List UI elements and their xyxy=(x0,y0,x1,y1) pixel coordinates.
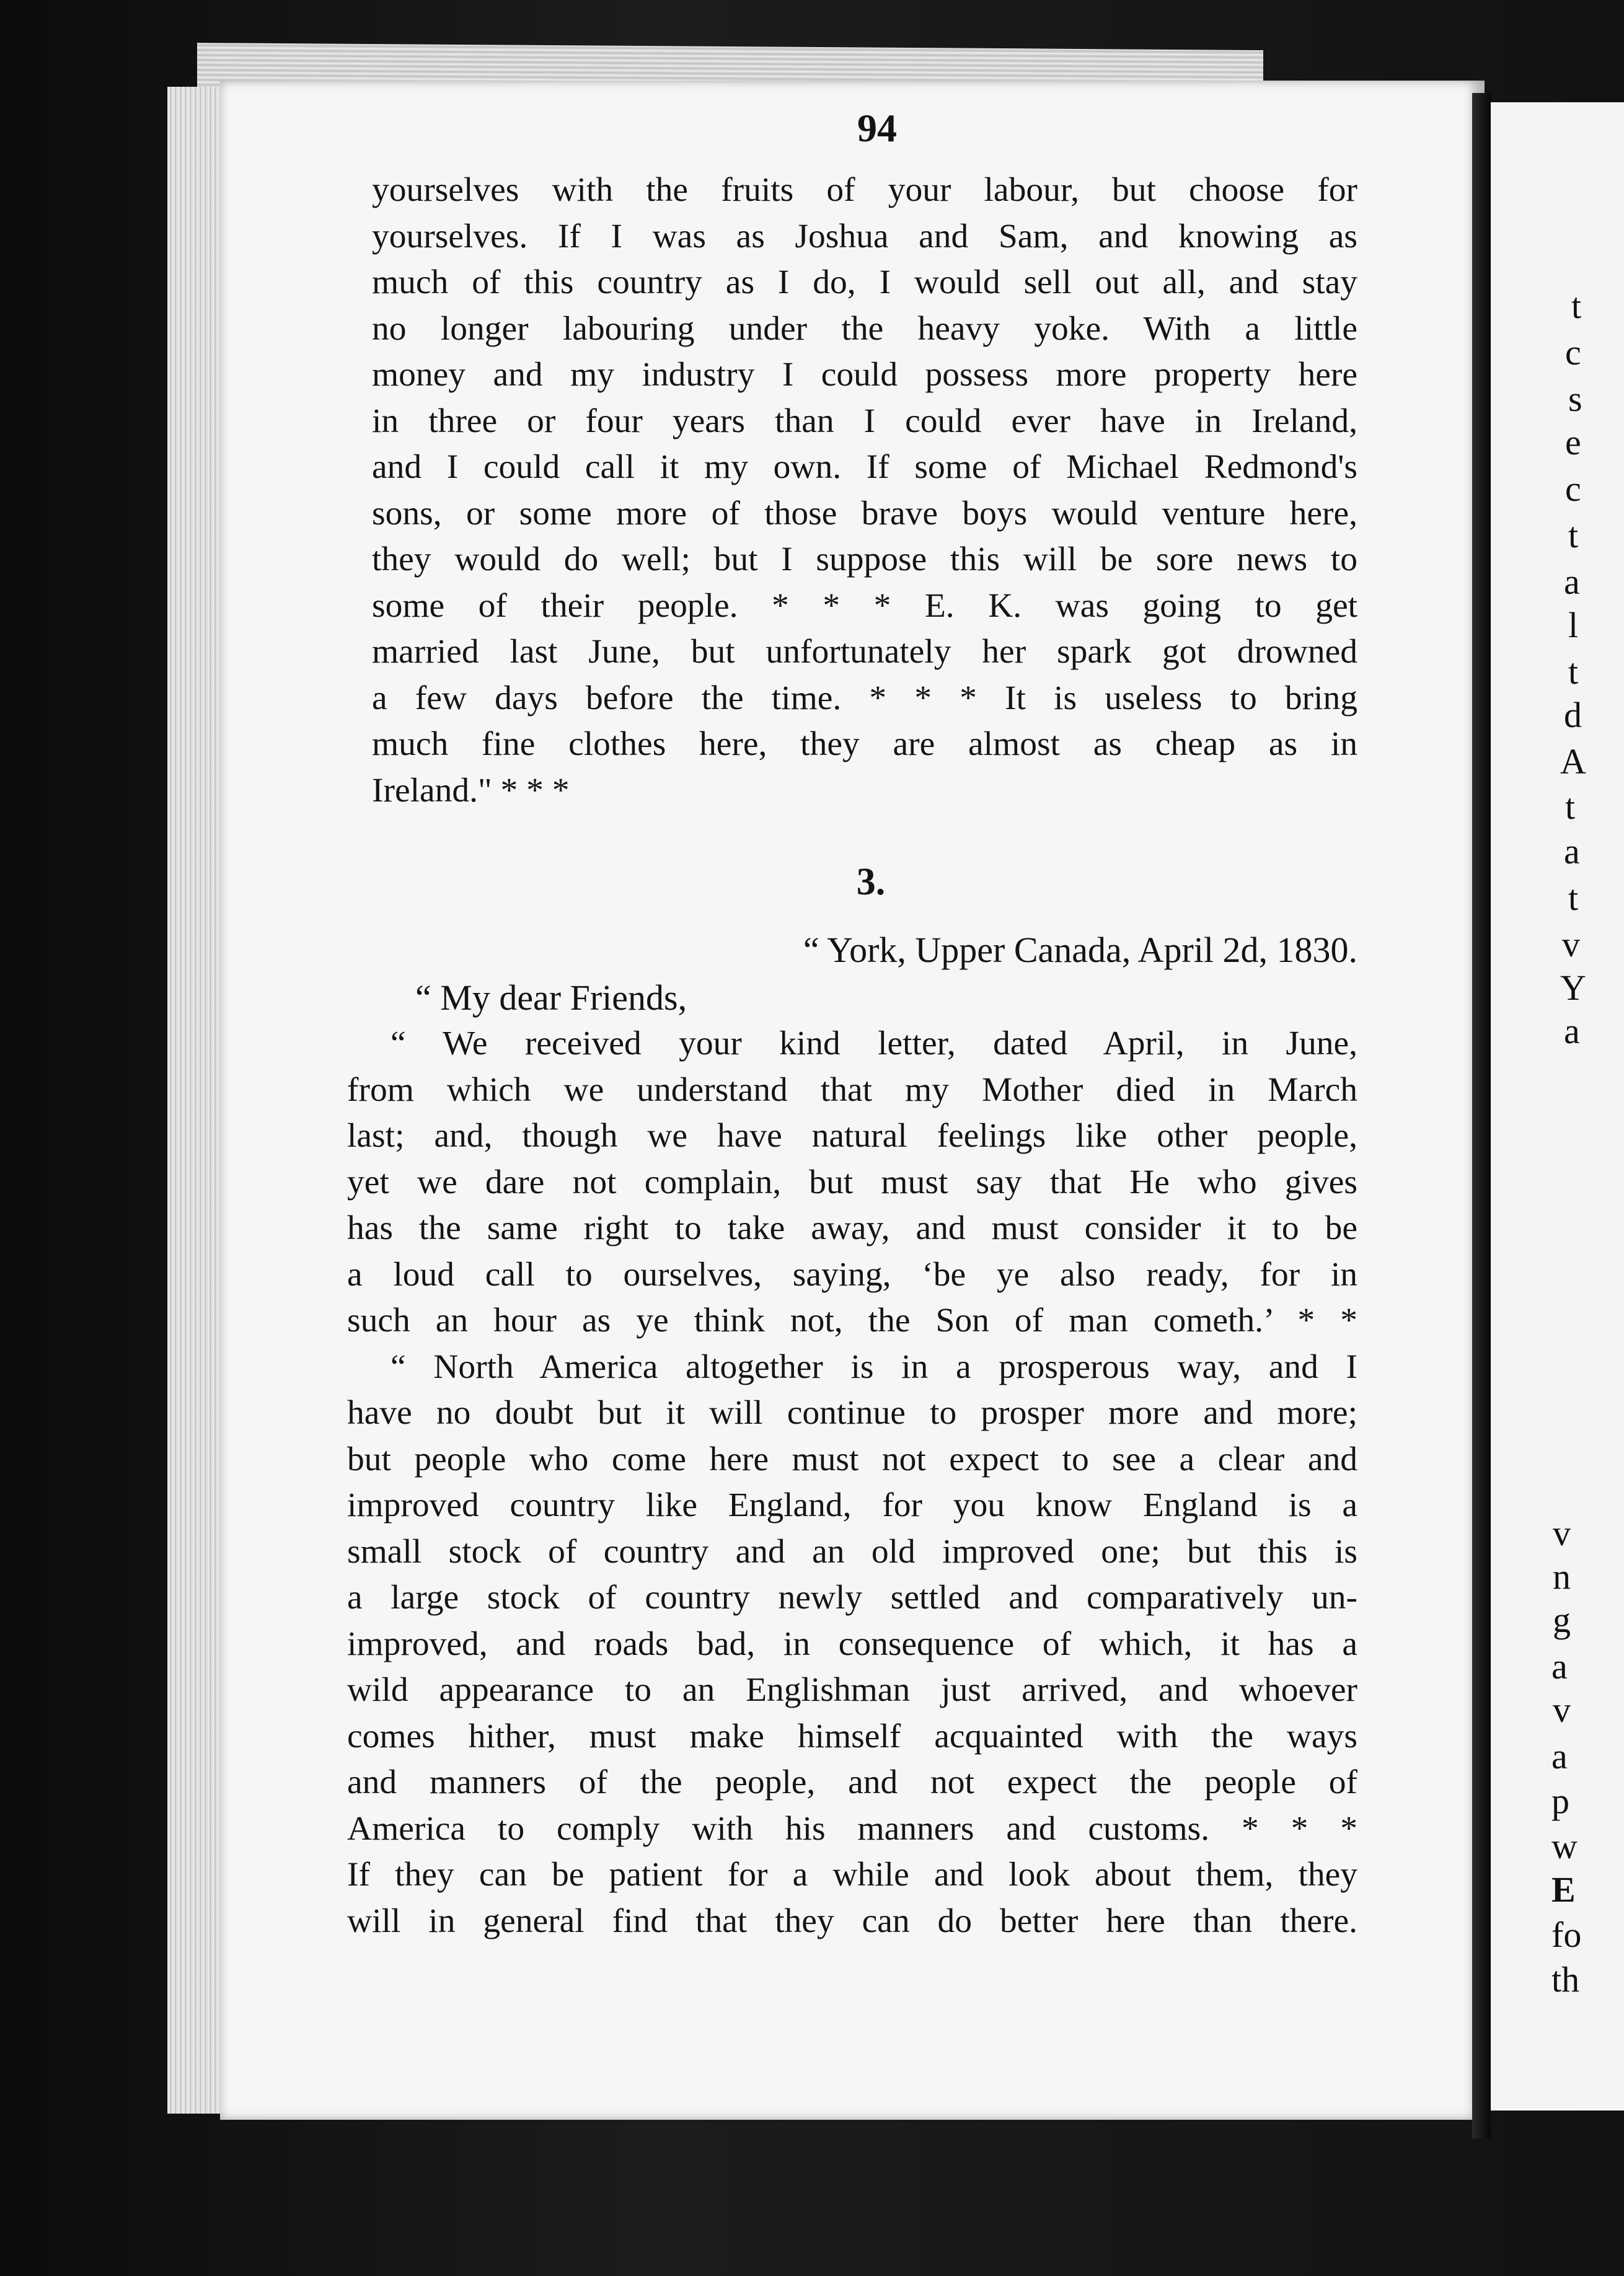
text-line: married last June, but unfortunately her spark got drowned xyxy=(372,633,1357,671)
facing-page-fragment: a xyxy=(1564,562,1580,602)
facing-page-fragment: Y xyxy=(1560,968,1586,1008)
text-line: has the same right to take away, and must consider it to be xyxy=(347,1209,1357,1247)
facing-page-fragment: a xyxy=(1551,1736,1568,1776)
facing-page-fragment: fo xyxy=(1551,1915,1582,1955)
text-line: a loud call to ourselves, saying, ‘be ye also ready, for in xyxy=(347,1255,1357,1294)
text-line: yet we dare not complain, but must say that He who gives xyxy=(347,1163,1357,1201)
paragraph-mother xyxy=(347,1021,1357,1344)
text-line: sons, or some more of those brave boys would venture here, xyxy=(372,494,1357,532)
page-content xyxy=(347,105,1357,1944)
text-line: such an hour as ye think not, the Son of man cometh.’ * * xyxy=(347,1302,1357,1339)
text-line: they would do well; but I suppose this will be sore news to xyxy=(372,540,1357,578)
text-line: but people who come here must not expect to see a clear and xyxy=(347,1440,1357,1478)
letter-salutation: “ My dear Friends, xyxy=(415,977,687,1018)
text-line: improved, and roads bad, in consequence of which, it has a xyxy=(347,1625,1357,1663)
facing-page-fragment: w xyxy=(1551,1826,1578,1866)
text-line: and I could call it my own. If some of Michael Redmond's xyxy=(372,448,1357,486)
text-line: yourselves. If I was as Joshua and Sam, and knowing as xyxy=(372,217,1357,255)
text-line: Ireland." * * * xyxy=(372,771,570,809)
text-line: improved country like England, for you know England is a xyxy=(347,1486,1357,1524)
facing-page-fragment: t xyxy=(1571,286,1582,326)
text-line: and manners of the people, and not expect the people of xyxy=(347,1763,1357,1801)
text-line: in three or four years than I could ever have in Ireland, xyxy=(372,402,1357,440)
facing-page-fragment: n xyxy=(1553,1556,1571,1597)
text-line: yourselves with the fruits of your labour, but choose for xyxy=(372,171,1357,209)
facing-page-fragment: a xyxy=(1564,1011,1580,1051)
text-line: money and my industry I could possess more property here xyxy=(372,356,1357,394)
facing-page-fragment: e xyxy=(1565,422,1581,462)
text-line: If they can be patient for a while and look about them, they xyxy=(347,1856,1357,1894)
facing-page-fragment: t xyxy=(1565,787,1576,827)
text-line: from which we understand that my Mother died in March xyxy=(347,1070,1357,1109)
facing-page-fragment: d xyxy=(1564,695,1582,735)
letter-number: 3. xyxy=(856,861,886,903)
facing-page-fragment: g xyxy=(1553,1600,1571,1640)
facing-page-fragment: v xyxy=(1553,1690,1571,1730)
facing-page-fragment: c xyxy=(1565,332,1581,373)
facing-page-fragment: t xyxy=(1568,878,1579,918)
text-line: some of their people. * * * E. K. was going to get xyxy=(372,586,1357,625)
text-line: last; and, though we have natural feelings like other people, xyxy=(347,1117,1357,1155)
facing-page-fragment: th xyxy=(1551,1959,1580,2000)
facing-page-fragment: p xyxy=(1551,1781,1569,1821)
book-gutter xyxy=(1472,93,1491,2138)
text-line: small stock of country and an old improved one; but this is xyxy=(347,1532,1357,1571)
text-line: much fine clothes here, they are almost as cheap as in xyxy=(372,725,1357,763)
paragraph-north-america xyxy=(347,1344,1357,1945)
facing-page xyxy=(1491,102,1624,2111)
text-line: no longer labouring under the heavy yoke. With a little xyxy=(372,309,1357,348)
text-line: a few days before the time. * * * It is useless to bring xyxy=(372,679,1357,717)
text-line: America to comply with his manners and customs. * * * xyxy=(347,1809,1357,1848)
text-line: comes hither, must make himself acquainted with the ways xyxy=(347,1717,1357,1755)
facing-page-fragment: v xyxy=(1562,924,1580,964)
facing-page-fragment: t xyxy=(1568,651,1579,692)
text-line: a large stock of country newly settled and comparatively un- xyxy=(347,1579,1357,1617)
facing-page-fragment: a xyxy=(1551,1646,1568,1687)
facing-page-fragment: v xyxy=(1553,1513,1571,1553)
facing-page-fragment: l xyxy=(1568,605,1579,645)
page-number: 94 xyxy=(857,106,897,150)
text-line: “ We received your kind letter, dated April, in June, xyxy=(391,1025,1357,1062)
book-page-edges xyxy=(167,87,223,2114)
facing-page-fragment: E xyxy=(1551,1869,1576,1910)
facing-page-fragment: A xyxy=(1560,741,1586,782)
text-line: will in general find that they can do better here than there. xyxy=(347,1902,1357,1940)
text-line: “ North America altogether is in a prosperous way, and I xyxy=(391,1348,1357,1386)
facing-page-fragment: t xyxy=(1568,515,1579,555)
text-line: much of this country as I do, I would sell out all, and stay xyxy=(372,263,1357,301)
facing-page-fragment: s xyxy=(1568,379,1582,419)
text-line: have no doubt but it will continue to prosper more and more; xyxy=(347,1394,1357,1432)
letter-dateline: “ York, Upper Canada, April 2d, 1830. xyxy=(803,930,1357,970)
facing-page-fragment: a xyxy=(1564,831,1580,871)
facing-page-fragment: c xyxy=(1565,469,1581,509)
text-line: wild appearance to an Englishman just arrived, and whoever xyxy=(347,1671,1357,1709)
paragraph-continued xyxy=(372,167,1357,814)
